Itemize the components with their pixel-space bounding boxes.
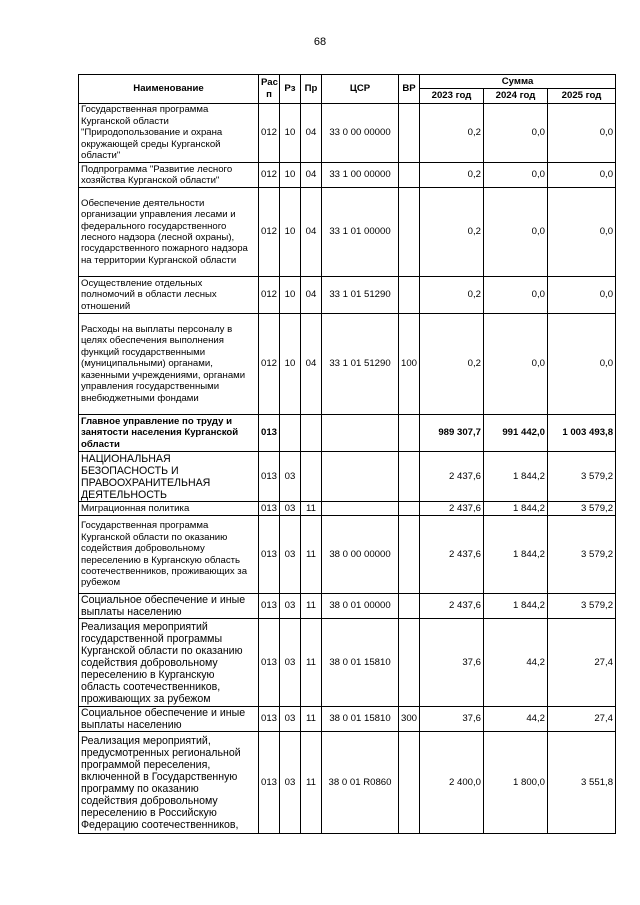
cell-pr: [301, 452, 322, 502]
cell-2023: 2 400,0: [420, 732, 484, 834]
cell-2025: 3 579,2: [548, 516, 616, 594]
cell-2025: 0,0: [548, 314, 616, 415]
table-row: [79, 516, 616, 594]
cell-2024: 1 844,2: [484, 516, 548, 594]
table-row: [79, 452, 616, 502]
cell-vr: 100: [399, 314, 420, 415]
cell-name: Реализация мероприятий, предусмотренных региональной программой переселения, включенной в Государственную программу по оказанию содействия добровольному переселению в Российскую Федерацию соотечественников,: [79, 732, 259, 834]
cell-name: Социальное обеспечение и иные выплаты населению: [79, 707, 259, 732]
cell-pr: 04: [301, 188, 322, 277]
cell-2023: 2 437,6: [420, 502, 484, 516]
cell-2025: 3 579,2: [548, 594, 616, 619]
cell-csr: 33 0 00 00000: [322, 104, 399, 163]
cell-rz: 03: [280, 502, 301, 516]
cell-vr: [399, 163, 420, 188]
cell-vr: [399, 502, 420, 516]
table-row: [79, 619, 616, 707]
cell-pr: 11: [301, 732, 322, 834]
cell-2025: 0,0: [548, 188, 616, 277]
cell-2024: 0,0: [484, 277, 548, 314]
cell-csr: 38 0 00 00000: [322, 516, 399, 594]
cell-vr: [399, 452, 420, 502]
table-row: [79, 732, 616, 834]
header-2023: 2023 год: [420, 89, 484, 104]
cell-name: Обеспечение деятельности организации управления лесами и федерального государственного лесного надзора (лесной охраны), государственного пожарного надзора на территории Курганской области: [79, 188, 259, 277]
cell-2023: 37,6: [420, 707, 484, 732]
cell-csr: 33 1 01 51290: [322, 314, 399, 415]
cell-rz: [280, 415, 301, 452]
header-name: Наименование: [79, 75, 259, 104]
cell-2025: 3 579,2: [548, 452, 616, 502]
page-number: 68: [313, 36, 327, 48]
cell-csr: 33 1 00 00000: [322, 163, 399, 188]
table-row: [79, 104, 616, 163]
cell-2024: 44,2: [484, 619, 548, 707]
cell-2025: 1 003 493,8: [548, 415, 616, 452]
cell-2024: 1 844,2: [484, 594, 548, 619]
cell-2023: 37,6: [420, 619, 484, 707]
cell-2023: 0,2: [420, 104, 484, 163]
header-csr: ЦСР: [322, 75, 399, 104]
table-row: [79, 163, 616, 188]
cell-name: Расходы на выплаты персоналу в целях обеспечения выполнения функций государственными (муниципальными) органами, казенными учреждениями, органами управления государственными внебюджетными фондами: [79, 314, 259, 415]
cell-rasp: 012: [259, 163, 280, 188]
cell-2024: 991 442,0: [484, 415, 548, 452]
cell-rz: 10: [280, 277, 301, 314]
cell-vr: [399, 415, 420, 452]
cell-2024: 1 844,2: [484, 452, 548, 502]
cell-name: Социальное обеспечение и иные выплаты населению: [79, 594, 259, 619]
header-rz: Рз: [280, 75, 301, 104]
table-row: [79, 277, 616, 314]
table-row: [79, 415, 616, 452]
cell-vr: [399, 188, 420, 277]
cell-rasp: 013: [259, 502, 280, 516]
cell-name: Миграционная политика: [79, 502, 259, 516]
cell-pr: 11: [301, 594, 322, 619]
cell-rz: 03: [280, 516, 301, 594]
cell-csr: 38 0 01 15810: [322, 619, 399, 707]
cell-2025: 27,4: [548, 619, 616, 707]
cell-rasp: 012: [259, 188, 280, 277]
cell-rz: 03: [280, 452, 301, 502]
table-row: [79, 707, 616, 732]
cell-2024: 1 800,0: [484, 732, 548, 834]
cell-pr: [301, 415, 322, 452]
cell-2023: 0,2: [420, 188, 484, 277]
cell-rasp: 013: [259, 619, 280, 707]
cell-rasp: 013: [259, 415, 280, 452]
cell-rz: 03: [280, 594, 301, 619]
table-row: [79, 188, 616, 277]
cell-pr: 04: [301, 163, 322, 188]
cell-2024: 44,2: [484, 707, 548, 732]
cell-2025: 0,0: [548, 104, 616, 163]
cell-vr: [399, 104, 420, 163]
header-2024: 2024 год: [484, 89, 548, 104]
table-row: [79, 594, 616, 619]
cell-rasp: 012: [259, 277, 280, 314]
cell-csr: 33 1 01 51290: [322, 277, 399, 314]
cell-csr: [322, 415, 399, 452]
cell-name: Главное управление по труду и занятости населения Курганской области: [79, 415, 259, 452]
cell-pr: 04: [301, 314, 322, 415]
cell-pr: 04: [301, 277, 322, 314]
cell-rz: 10: [280, 163, 301, 188]
budget-table: [78, 74, 616, 834]
cell-vr: 300: [399, 707, 420, 732]
cell-pr: 11: [301, 502, 322, 516]
cell-csr: [322, 452, 399, 502]
cell-rz: 03: [280, 732, 301, 834]
cell-rasp: 013: [259, 452, 280, 502]
cell-2024: 0,0: [484, 104, 548, 163]
cell-vr: [399, 516, 420, 594]
cell-2023: 2 437,6: [420, 452, 484, 502]
cell-rz: 10: [280, 314, 301, 415]
header-vr: ВР: [399, 75, 420, 104]
cell-pr: 11: [301, 707, 322, 732]
cell-rasp: 012: [259, 104, 280, 163]
cell-rz: 03: [280, 619, 301, 707]
cell-vr: [399, 277, 420, 314]
cell-pr: 11: [301, 516, 322, 594]
cell-2024: 0,0: [484, 163, 548, 188]
cell-2023: 0,2: [420, 314, 484, 415]
table-row: [79, 502, 616, 516]
cell-name: Осуществление отдельных полномочий в области лесных отношений: [79, 277, 259, 314]
cell-csr: 38 0 01 00000: [322, 594, 399, 619]
cell-2024: 0,0: [484, 314, 548, 415]
cell-vr: [399, 594, 420, 619]
cell-rasp: 013: [259, 594, 280, 619]
cell-rz: 03: [280, 707, 301, 732]
header-rasp: Рас п: [259, 75, 280, 104]
header-sum: Сумма: [420, 75, 616, 89]
table-row: [79, 314, 616, 415]
cell-2025: 0,0: [548, 163, 616, 188]
cell-name: Подпрограмма "Развитие лесного хозяйства Курганской области": [79, 163, 259, 188]
table-body: [79, 104, 616, 834]
cell-2023: 2 437,6: [420, 594, 484, 619]
cell-csr: 33 1 01 00000: [322, 188, 399, 277]
cell-csr: 38 0 01 R0860: [322, 732, 399, 834]
cell-2025: 3 579,2: [548, 502, 616, 516]
cell-pr: 04: [301, 104, 322, 163]
header-2025: 2025 год: [548, 89, 616, 104]
cell-rasp: 013: [259, 732, 280, 834]
cell-csr: 38 0 01 15810: [322, 707, 399, 732]
cell-pr: 11: [301, 619, 322, 707]
cell-2023: 0,2: [420, 277, 484, 314]
cell-rz: 10: [280, 104, 301, 163]
cell-2025: 0,0: [548, 277, 616, 314]
cell-2023: 0,2: [420, 163, 484, 188]
cell-rz: 10: [280, 188, 301, 277]
cell-2025: 27,4: [548, 707, 616, 732]
cell-2024: 0,0: [484, 188, 548, 277]
cell-name: НАЦИОНАЛЬНАЯ БЕЗОПАСНОСТЬ И ПРАВООХРАНИТЕЛЬНАЯ ДЕЯТЕЛЬНОСТЬ: [79, 452, 259, 502]
cell-rasp: 013: [259, 516, 280, 594]
cell-vr: [399, 619, 420, 707]
cell-name: Государственная программа Курганской области "Природопользование и охрана окружающей среды Курганской области": [79, 104, 259, 163]
cell-rasp: 012: [259, 314, 280, 415]
cell-2023: 989 307,7: [420, 415, 484, 452]
cell-name: Реализация мероприятий государственной программы Курганской области по оказанию содействия добровольному переселению в Курганскую область соотечественников, проживающих за рубежом: [79, 619, 259, 707]
cell-name: Государственная программа Курганской области по оказанию содействия добровольному переселению в Курганскую область соотечественников, проживающих за рубежом: [79, 516, 259, 594]
cell-csr: [322, 502, 399, 516]
cell-vr: [399, 732, 420, 834]
header-pr: Пр: [301, 75, 322, 104]
cell-2023: 2 437,6: [420, 516, 484, 594]
cell-2024: 1 844,2: [484, 502, 548, 516]
cell-2025: 3 551,8: [548, 732, 616, 834]
cell-rasp: 013: [259, 707, 280, 732]
